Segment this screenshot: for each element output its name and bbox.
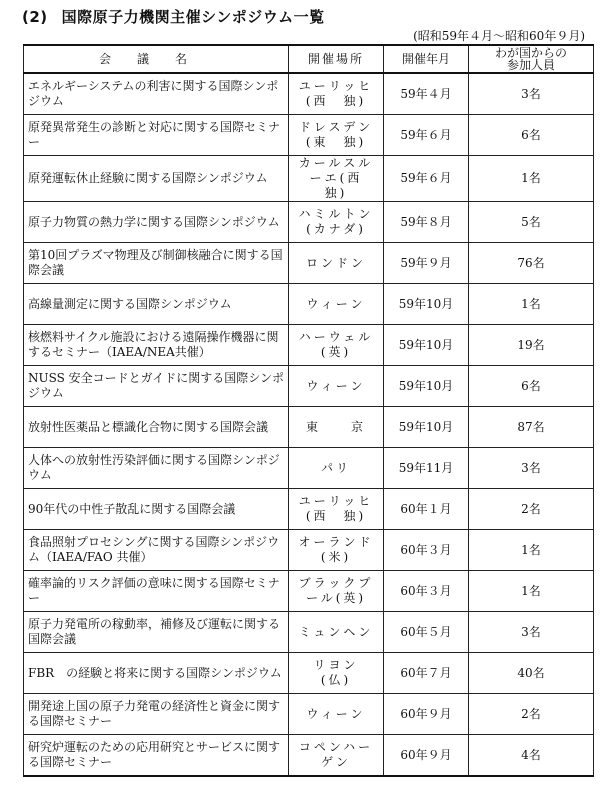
venue-line1: 東 京 (305, 419, 366, 434)
meeting-name-cell: 原発異常発生の診断と対応に関する国際セミナー (24, 115, 289, 156)
venue-cell (289, 156, 384, 202)
table-row (24, 407, 594, 448)
period-note: (昭和59年４月～昭和60年９月) (413, 29, 585, 43)
venue-cell (289, 448, 384, 489)
venue-line1: ミュンヘン (298, 624, 374, 639)
venue-cell (289, 407, 384, 448)
meeting-name-cell: NUSS 安全コードとガイドに関する国際シンポジウム (24, 366, 289, 407)
meeting-name-cell: 核燃料サイクル施設における遠隔操作機器に関するセミナー（IAEA/NEA共催） (24, 325, 289, 366)
meeting-name-cell: 第10回プラズマ物理及び制御核融合に関する国際会議 (24, 243, 289, 284)
symposium-table (23, 44, 594, 777)
header-date: 開催年月 (384, 45, 469, 73)
venue-line1: ハーウェル (298, 330, 374, 344)
venue-cell (289, 735, 384, 777)
date-cell: 59年10月 (384, 366, 469, 407)
venue-cell (289, 694, 384, 735)
date-cell: 59年６月 (384, 156, 469, 202)
meeting-name-cell: 人体への放射性汚染評価に関する国際シンポジウム (24, 448, 289, 489)
venue-line1: ブラックプール(英) (298, 576, 374, 605)
table-row (24, 694, 594, 735)
table-body (24, 73, 594, 776)
venue-cell (289, 284, 384, 325)
table-header-row (24, 45, 594, 73)
meeting-name-cell: FBR の経験と将来に関する国際シンポジウム (24, 653, 289, 694)
participants-cell: 3名 (469, 612, 594, 653)
venue-line1: リヨン (313, 658, 359, 672)
date-cell: 59年６月 (384, 115, 469, 156)
meeting-name-cell: 食品照射プロセシングに関する国際シンポジウム（IAEA/FAO 共催） (24, 530, 289, 571)
venue-cell (289, 571, 384, 612)
participants-cell: 1名 (469, 571, 594, 612)
table-row (24, 115, 594, 156)
date-cell: 59年10月 (384, 325, 469, 366)
date-cell: 60年３月 (384, 530, 469, 571)
venue-line1: コペンハーゲン (298, 740, 374, 769)
table-row (24, 735, 594, 777)
header-participants-line1: わが国からの (494, 46, 567, 60)
venue-cell (289, 202, 384, 243)
date-cell: 59年４月 (384, 73, 469, 115)
section-number: (2) (22, 8, 48, 26)
participants-cell: 40名 (469, 653, 594, 694)
meeting-name-cell: 原子力物質の熱力学に関する国際シンポジウム (24, 202, 289, 243)
venue-line1: ウィーン (306, 296, 366, 311)
participants-cell: 2名 (469, 694, 594, 735)
participants-cell: 3名 (469, 448, 594, 489)
table-row (24, 73, 594, 115)
date-cell: 60年７月 (384, 653, 469, 694)
table-row (24, 243, 594, 284)
participants-cell: 4名 (469, 735, 594, 777)
venue-line2: (西 独) (305, 509, 367, 523)
header-participants (469, 45, 594, 73)
participants-cell: 1名 (469, 284, 594, 325)
date-cell: 60年９月 (384, 735, 469, 777)
date-cell: 59年８月 (384, 202, 469, 243)
date-cell: 60年９月 (384, 694, 469, 735)
venue-line1: ハミルトン (298, 207, 374, 221)
section-heading: 国際原子力機関主催シンポジウム一覧 (61, 8, 325, 26)
participants-cell: 1名 (469, 156, 594, 202)
venue-cell (289, 366, 384, 407)
date-cell: 60年１月 (384, 489, 469, 530)
venue-line2: (仏) (320, 673, 352, 687)
meeting-name-cell: 高線量測定に関する国際シンポジウム (24, 284, 289, 325)
venue-cell (289, 530, 384, 571)
venue-cell (289, 115, 384, 156)
header-participants-line2: 参加人員 (506, 58, 555, 72)
meeting-name-cell: 確率論的リスク評価の意味に関する国際セミナー (24, 571, 289, 612)
table-row (24, 284, 594, 325)
table-row (24, 156, 594, 202)
venue-line1: ウィーン (306, 706, 366, 721)
venue-line1: ロンドン (305, 255, 366, 270)
date-cell: 60年５月 (384, 612, 469, 653)
participants-cell: 5名 (469, 202, 594, 243)
participants-cell: 6名 (469, 366, 594, 407)
participants-cell: 6名 (469, 115, 594, 156)
date-cell: 59年９月 (384, 243, 469, 284)
venue-cell (289, 243, 384, 284)
venue-line2: (英) (320, 345, 352, 359)
venue-line1: ユーリッヒ (298, 494, 374, 508)
date-cell: 60年３月 (384, 571, 469, 612)
table-row (24, 325, 594, 366)
venue-cell (289, 612, 384, 653)
participants-cell: 1名 (469, 530, 594, 571)
venue-line1: ドレスデン (298, 120, 374, 134)
participants-cell: 2名 (469, 489, 594, 530)
meeting-name-cell: 開発途上国の原子力発電の経済性と資金に関する国際セミナー (24, 694, 289, 735)
date-cell: 59年11月 (384, 448, 469, 489)
table-row (24, 366, 594, 407)
header-venue: 開催場所 (289, 45, 384, 73)
participants-cell: 76名 (469, 243, 594, 284)
participants-cell: 87名 (469, 407, 594, 448)
participants-cell: 19名 (469, 325, 594, 366)
venue-line1: オーランド (298, 535, 374, 549)
venue-line1: パリ (320, 460, 351, 475)
participants-cell: 3名 (469, 73, 594, 115)
meeting-name-cell: 90年代の中性子散乱に関する国際会議 (24, 489, 289, 530)
table-row (24, 571, 594, 612)
table-row (24, 448, 594, 489)
meeting-name-cell: 放射性医薬品と標識化合物に関する国際会議 (24, 407, 289, 448)
table-row (24, 530, 594, 571)
table-row (24, 653, 594, 694)
meeting-name-cell: 原発運転休止経験に関する国際シンポジウム (24, 156, 289, 202)
venue-line2: (カナダ) (306, 222, 366, 236)
date-cell: 59年10月 (384, 407, 469, 448)
venue-line2: (東 独) (305, 135, 367, 149)
venue-cell (289, 653, 384, 694)
venue-cell (289, 489, 384, 530)
venue-cell (289, 325, 384, 366)
venue-line2: (西 独) (305, 94, 367, 108)
meeting-name-cell: 原子力発電所の稼動率，補修及び運転に関する国際会議 (24, 612, 289, 653)
meeting-name-cell: 研究炉運転のための応用研究とサービスに関する国際セミナー (24, 735, 289, 777)
table-row (24, 202, 594, 243)
header-name: 会議名 (24, 45, 289, 73)
section-title (22, 6, 325, 27)
date-cell: 59年10月 (384, 284, 469, 325)
meeting-name-cell: エネルギーシステムの利害に関する国際シンポジウム (24, 73, 289, 115)
venue-line1: ユーリッヒ (298, 79, 374, 93)
venue-line1: ウィーン (306, 378, 366, 393)
table-row (24, 612, 594, 653)
table-row (24, 489, 594, 530)
venue-line2: (米) (320, 550, 352, 564)
venue-line1: カールスルーエ(西 独) (298, 156, 378, 200)
venue-cell (289, 73, 384, 115)
